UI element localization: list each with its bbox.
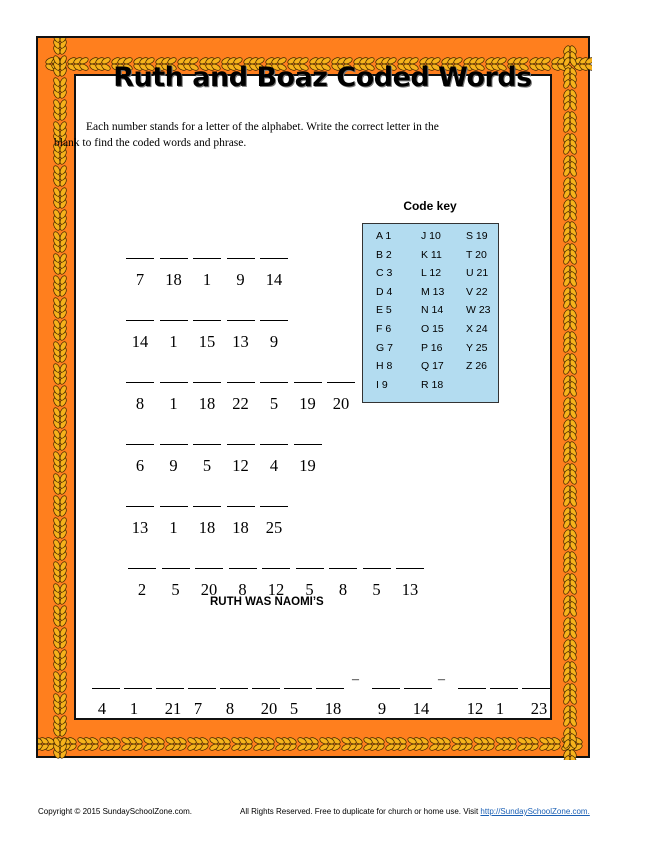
footer-rights	[240, 807, 590, 816]
letter-blank[interactable]	[195, 568, 223, 569]
code-number: 19	[299, 456, 316, 475]
code-number: 8	[238, 580, 247, 599]
letter-blank[interactable]	[252, 688, 280, 689]
code-key-entry: J 10	[421, 230, 441, 242]
code-number: 18	[198, 518, 216, 537]
letter-blank[interactable]	[227, 444, 255, 445]
word-separator: –	[352, 672, 359, 687]
code-number: 14	[412, 699, 430, 718]
letter-blank[interactable]	[160, 258, 188, 259]
letter-blank[interactable]	[220, 688, 248, 689]
footer-copyright: Copyright © 2015 SundaySchoolZone.com.	[38, 807, 192, 816]
phrase-label: RUTH WAS NAOMI’S	[210, 596, 324, 608]
letter-blank[interactable]	[160, 444, 188, 445]
letter-blank[interactable]	[260, 506, 288, 507]
letter-blank[interactable]	[193, 444, 221, 445]
letter-blank[interactable]	[372, 688, 400, 689]
code-key-title: Code key	[403, 199, 457, 213]
letter-blank[interactable]	[458, 688, 486, 689]
code-number: 5	[305, 580, 314, 599]
code-number: 7	[135, 270, 145, 289]
code-number: 14	[265, 270, 283, 289]
code-number: 8	[135, 394, 145, 413]
letter-blank[interactable]	[396, 568, 424, 569]
code-number: 1	[169, 332, 178, 351]
code-number: 6	[135, 456, 145, 475]
code-number: 8	[338, 580, 348, 599]
code-key-entry: F 6	[376, 323, 392, 335]
code-number: 1	[169, 518, 178, 537]
letter-blank[interactable]	[296, 568, 324, 569]
code-number: 5	[372, 580, 381, 599]
letter-blank[interactable]	[160, 506, 188, 507]
code-key-entry: M 13	[421, 285, 445, 298]
code-number: 12	[232, 456, 249, 475]
letter-blank[interactable]	[227, 258, 255, 259]
code-number: 4	[269, 456, 279, 475]
code-number: 9	[236, 270, 245, 289]
letter-blank[interactable]	[329, 568, 357, 569]
letter-blank[interactable]	[316, 688, 344, 689]
letter-blank[interactable]	[126, 258, 154, 259]
letter-blank[interactable]	[262, 568, 290, 569]
letter-blank[interactable]	[227, 382, 255, 383]
code-key-entry: I 9	[376, 378, 388, 391]
coded-word-row	[126, 444, 526, 484]
code-number: 1	[169, 394, 178, 413]
code-number: 18	[232, 518, 249, 537]
letter-blank[interactable]	[156, 688, 184, 689]
code-number: 2	[137, 580, 147, 599]
letter-blank[interactable]	[162, 568, 190, 569]
code-key-entry: B 2	[376, 248, 392, 261]
page-title: Ruth and Boaz Coded Words	[113, 62, 532, 93]
coded-word-row	[126, 506, 526, 546]
letter-blank[interactable]	[188, 688, 216, 689]
code-number: 4	[97, 699, 107, 718]
code-number: 21	[164, 699, 182, 718]
code-key-box	[362, 223, 499, 403]
code-number: 20	[332, 394, 350, 413]
code-key-entry: S 19	[466, 230, 488, 242]
code-key-entry: E 5	[376, 304, 392, 317]
code-key-entry: N 14	[421, 304, 444, 317]
footer-rights-text: All Rights Reserved. Free to duplicate for church or home use. Visit	[240, 807, 479, 816]
letter-blank[interactable]	[404, 688, 432, 689]
letter-blank[interactable]	[126, 320, 154, 321]
code-number: 13	[232, 332, 249, 351]
code-key-entry: Q 17	[421, 360, 444, 373]
letter-blank[interactable]	[160, 382, 188, 383]
code-number: 9	[269, 332, 279, 351]
code-key-entry: L 12	[421, 267, 442, 280]
code-number: 1	[129, 699, 139, 718]
letter-blank[interactable]	[227, 506, 255, 507]
code-number: 22	[232, 394, 249, 413]
code-number: 23	[530, 699, 548, 718]
code-number: 13	[131, 518, 149, 537]
letter-blank[interactable]	[229, 568, 257, 569]
letter-blank[interactable]	[260, 444, 288, 445]
letter-blank[interactable]	[124, 688, 152, 689]
code-key-entry: D 4	[376, 285, 393, 298]
letter-blank[interactable]	[126, 444, 154, 445]
word-separator: –	[438, 672, 445, 687]
letter-blank[interactable]	[160, 320, 188, 321]
letter-blank[interactable]	[490, 688, 518, 689]
code-number: 18	[165, 270, 182, 289]
letter-blank[interactable]	[260, 382, 288, 383]
code-number: 18	[198, 394, 216, 413]
letter-blank[interactable]	[294, 382, 322, 383]
letter-blank[interactable]	[260, 320, 288, 321]
code-number: 12	[466, 699, 484, 718]
letter-blank[interactable]	[363, 568, 391, 569]
letter-blank[interactable]	[193, 382, 221, 383]
code-key-entry: R 18	[421, 378, 444, 391]
code-number: 8	[225, 699, 235, 718]
code-key-entry: G 7	[376, 341, 393, 354]
code-number: 5	[269, 394, 279, 413]
code-number: 15	[198, 332, 216, 351]
letter-blank[interactable]	[284, 688, 312, 689]
code-key-entry: O 15	[421, 323, 444, 335]
letter-blank[interactable]	[522, 688, 550, 689]
code-number: 1	[495, 699, 505, 718]
code-number: 20	[260, 699, 278, 718]
code-number: 12	[267, 580, 285, 599]
letter-blank[interactable]	[294, 444, 322, 445]
code-number: 20	[200, 580, 218, 599]
code-key-entry: X 24	[466, 323, 488, 335]
letter-blank[interactable]	[92, 688, 120, 689]
code-key-entry: V 22	[466, 285, 488, 298]
letter-blank[interactable]	[126, 506, 154, 507]
code-number: 9	[377, 699, 387, 718]
code-number: 18	[324, 699, 342, 718]
code-key-entry: C 3	[376, 267, 393, 280]
code-key-entry: H 8	[376, 360, 393, 373]
code-key-entry: T 20	[466, 248, 487, 261]
footer-link[interactable]: http://SundaySchoolZone.com.	[480, 807, 590, 816]
coded-word-row	[128, 568, 528, 608]
letter-blank[interactable]	[260, 258, 288, 259]
letter-blank[interactable]	[327, 382, 355, 383]
letter-blank[interactable]	[128, 568, 156, 569]
code-number: 25	[265, 518, 283, 537]
letter-blank[interactable]	[227, 320, 255, 321]
code-number: 13	[401, 580, 419, 599]
code-number: 5	[171, 580, 180, 599]
code-key-entry: K 11	[421, 248, 442, 261]
letter-blank[interactable]	[193, 506, 221, 507]
code-key-entry: Y 25	[466, 341, 488, 354]
code-key-entry: W 23	[466, 304, 491, 317]
code-key-entry: Z 26	[466, 360, 488, 373]
code-number: 1	[202, 270, 212, 289]
letter-blank[interactable]	[126, 382, 154, 383]
code-number: 14	[131, 332, 149, 351]
code-key-entry: U 21	[466, 267, 489, 280]
code-number: 5	[289, 699, 299, 718]
code-number: 19	[299, 394, 316, 413]
code-key-entry: A 1	[376, 230, 392, 242]
code-number: 9	[169, 456, 178, 475]
instructions-text: Each number stands for a letter of the alphabet. Write the correct letter in the blank to find the coded words and phrase.	[54, 121, 439, 149]
letter-blank[interactable]	[193, 320, 221, 321]
letter-blank[interactable]	[193, 258, 221, 259]
code-key-entry: P 16	[421, 341, 443, 354]
code-number: 5	[202, 456, 212, 475]
code-number: 7	[193, 699, 203, 718]
